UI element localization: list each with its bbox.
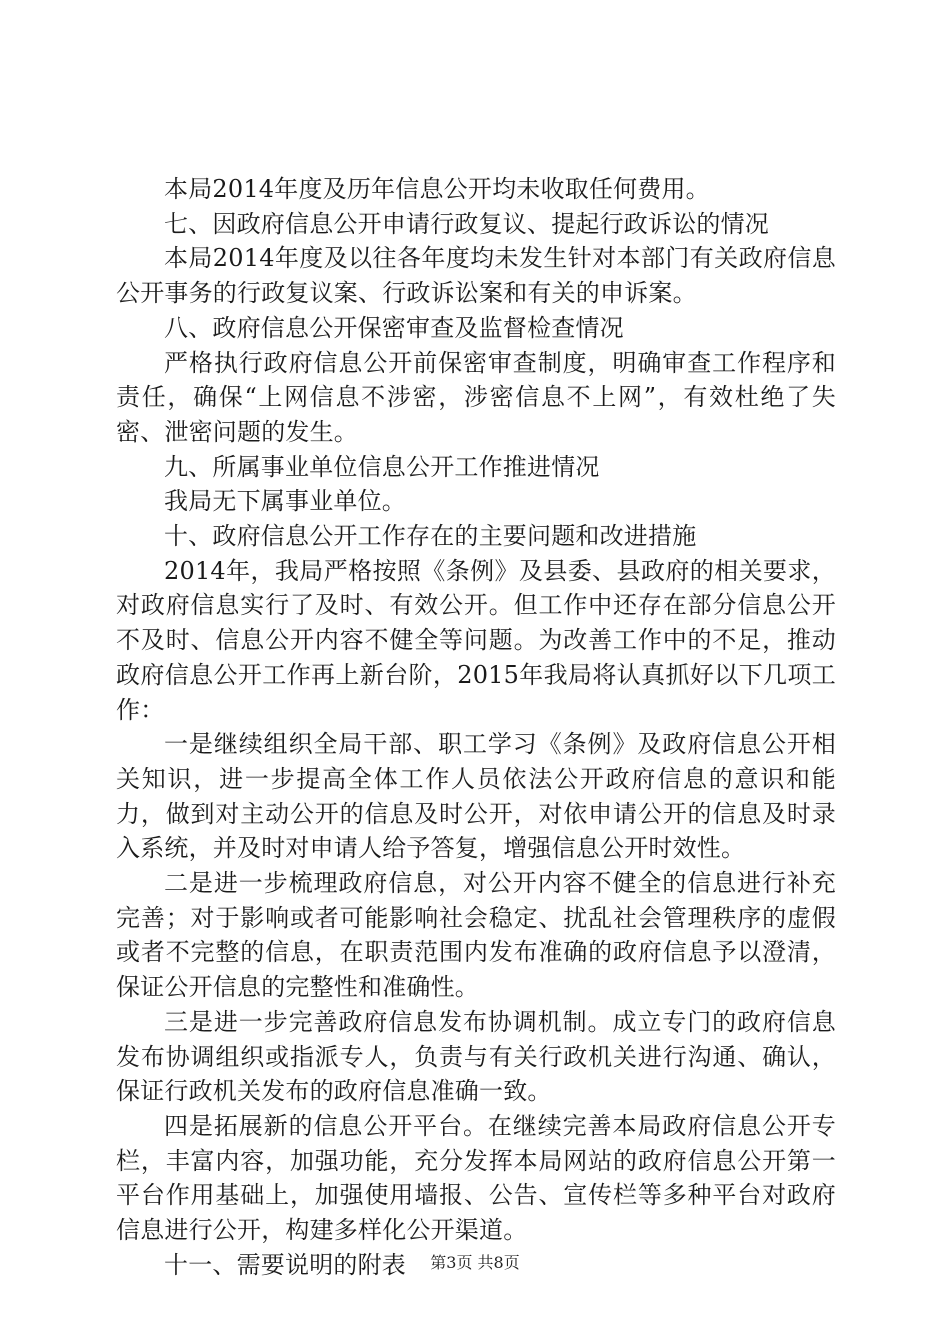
paragraph-problems: 2014年，我局严格按照《条例》及县委、县政府的相关要求，对政府信息实行了及时、有效公开。但工作中还存在部分信息公开不及时、信息公开内容不健全等问题。为改善工作中的不足，推动政府信息公开工作再上新台阶，2015年我局将认真抓好以下几项工作： — [116, 556, 836, 724]
paragraph-measure-3: 三是进一步完善政府信息发布协调机制。成立专门的政府信息发布协调组织或指派专人，负责与有关行政机关进行沟通、确认，保证行政机关发布的政府信息准确一致。 — [116, 1007, 836, 1106]
heading-section-7: 七、因政府信息公开申请行政复议、提起行政诉讼的情况 — [164, 209, 769, 238]
paragraph-review-cases: 本局2014年度及以往各年度均未发生针对本部门有关政府信息公开事务的行政复议案、行政诉讼案和有关的申诉案。 — [116, 244, 836, 308]
paragraph-confidentiality: 严格执行政府信息公开前保密审查制度，明确审查工作程序和责任，确保“上网信息不涉密，涉密信息不上网”，有效杜绝了失密、泄密问题的发生。 — [116, 348, 836, 446]
page-footer: 第3页 共8页 — [430, 1253, 520, 1272]
heading-section-9: 九、所属事业单位信息公开工作推进情况 — [164, 452, 600, 481]
heading-section-10: 十、政府信息公开工作存在的主要问题和改进措施 — [164, 522, 697, 551]
document-body — [116, 172, 836, 1283]
paragraph-measure-4: 四是拓展新的信息公开平台。在继续完善本局政府信息公开专栏，丰富内容，加强功能，充分发挥本局网站的政府信息公开第一平台作用基础上，加强使用墙报、公告、宣传栏等多种平台对政府信息进行公开，构建多样化公开渠道。 — [116, 1111, 836, 1245]
paragraph-fee: 本局2014年度及历年信息公开均未收取任何费用。 — [164, 175, 710, 203]
paragraph-measure-2: 二是进一步梳理政府信息，对公开内容不健全的信息进行补充完善；对于影响或者可能影响社会稳定、扰乱社会管理秩序的虚假或者不完整的信息，在职责范围内发布准确的政府信息予以澄清，保证公开信息的完整性和准确性。 — [116, 869, 836, 1002]
heading-section-11: 十一、需要说明的附表 — [164, 1250, 406, 1279]
heading-section-8: 八、政府信息公开保密审查及监督检查情况 — [164, 313, 624, 342]
paragraph-subordinate-units: 我局无下属事业单位。 — [164, 487, 406, 516]
paragraph-measure-1: 一是继续组织全局干部、职工学习《条例》及政府信息公开相关知识，进一步提高全体工作人员依法公开政府信息的意识和能力，做到对主动公开的信息及时公开，对依申请公开的信息及时录入系统，并及时对申请人给予答复，增强信息公开时效性。 — [116, 730, 836, 863]
